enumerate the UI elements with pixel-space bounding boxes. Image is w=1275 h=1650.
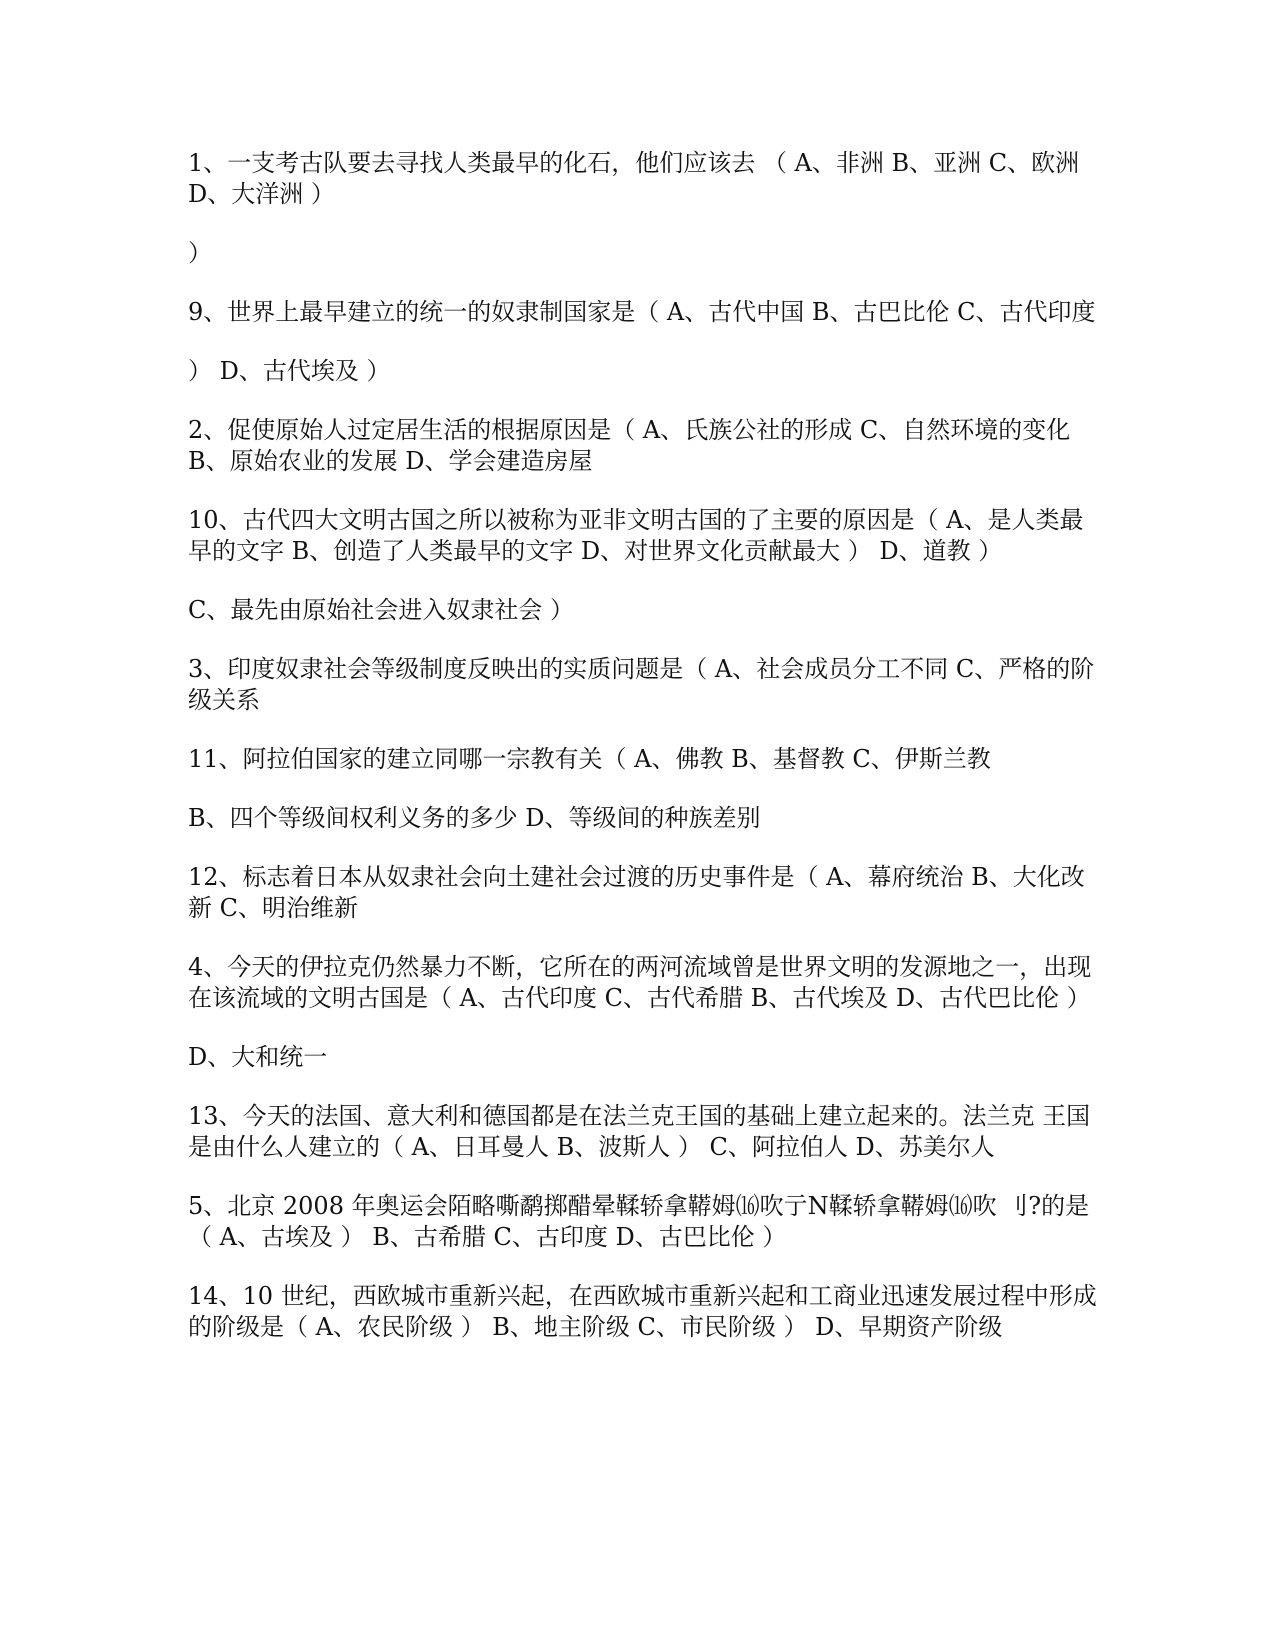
question-list	[188, 148, 1098, 1371]
question-paragraph: 9、世界上最早建立的统一的奴隶制国家是（ A、古代中国 B、古巴比伦 C、古代印度	[188, 298, 1096, 326]
question-paragraph: C、最先由原始社会进入奴隶社会 ）	[188, 596, 574, 624]
question-paragraph: 10、古代四大文明古国之所以被称为亚非文明古国的了主要的原因是（ A、是人类最早的文字 B、创造了人类最早的文字 D、对世界文化贡献最大 ） D、道教 ）	[188, 506, 1084, 565]
question-paragraph: 5、北京 2008 年奥运会陌略嘶鹬掷醋晕鞣轿拿鞯姆⒃吹亍N鞣轿拿鞯姆⒃吹 刂?的是（ A、古埃及 ） B、古希腊 C、古印度 D、古巴比伦 ）	[188, 1192, 1090, 1251]
question-paragraph: 14、10 世纪，西欧城市重新兴起，在西欧城市重新兴起和工商业迅速发展过程中形成的阶级是（ A、农民阶级 ） B、地主阶级 C、市民阶级 ） D、早期资产阶级	[188, 1282, 1097, 1341]
question-paragraph: ） D、古代埃及 ）	[188, 357, 391, 385]
question-paragraph: 12、标志着日本从奴隶社会向土建社会过渡的历史事件是（ A、幕府统治 B、大化改新 C、明治维新	[188, 863, 1085, 922]
question-paragraph: B、四个等级间权利义务的多少 D、等级间的种族差别	[188, 804, 761, 832]
question-paragraph: 1、一支考古队要去寻找人类最早的化石，他们应该去 （ A、非洲 B、亚洲 C、欧洲 D、大洋洲 ）	[188, 149, 1087, 208]
question-paragraph: 2、促使原始人过定居生活的根据原因是（ A、氏族公社的形成 C、自然环境的变化 B、原始农业的发展 D、学会建造房屋	[188, 416, 1078, 475]
question-paragraph: 3、印度奴隶社会等级制度反映出的实质问题是（ A、社会成员分工不同 C、严格的阶级关系	[188, 655, 1095, 714]
question-paragraph: 4、今天的伊拉克仍然暴力不断，它所在的两河流域曾是世界文明的发源地之一，出现在该流域的文明古国是（ A、古代印度 C、古代希腊 B、古代埃及 D、古代巴比伦 ）	[188, 953, 1092, 1012]
question-paragraph: 13、今天的法国、意大利和德国都是在法兰克王国的基础上建立起来的。法兰克 王国是由什么人建立的（ A、日耳曼人 B、波斯人 ） C、阿拉伯人 D、苏美尔人	[188, 1102, 1091, 1161]
question-paragraph: ）	[188, 239, 212, 267]
question-paragraph: D、大和统一	[188, 1043, 328, 1071]
question-paragraph: 11、阿拉伯国家的建立同哪一宗教有关（ A、佛教 B、基督教 C、伊斯兰教	[188, 745, 991, 773]
